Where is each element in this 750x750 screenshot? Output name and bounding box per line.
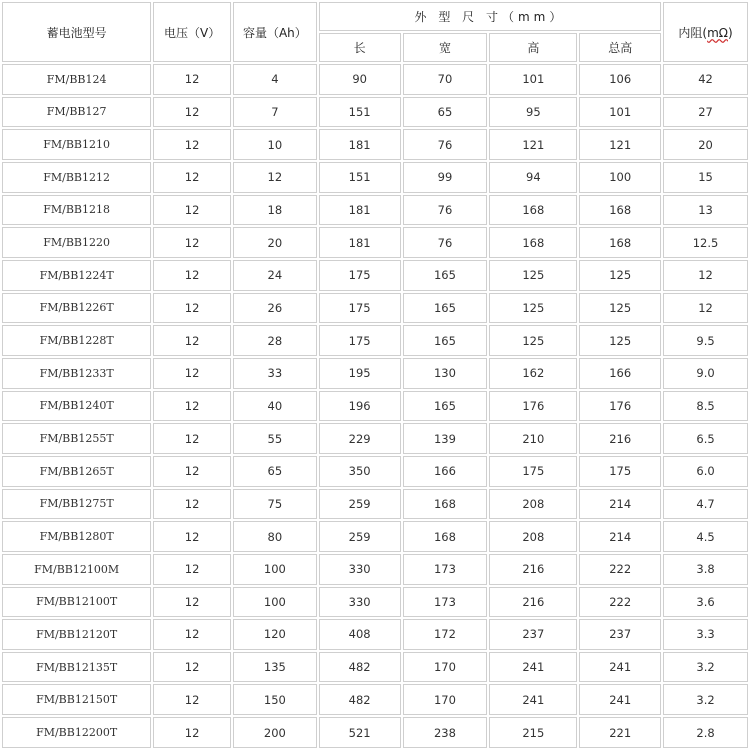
cell-voltage: 12 bbox=[153, 293, 231, 324]
cell-resistance: 6.0 bbox=[663, 456, 748, 487]
cell-model: FM/BB1255T bbox=[2, 423, 151, 454]
cell-voltage: 12 bbox=[153, 489, 231, 520]
cell-capacity: 75 bbox=[233, 489, 317, 520]
cell-width: 172 bbox=[403, 619, 488, 650]
table-row bbox=[2, 652, 748, 683]
cell-total-height: 106 bbox=[579, 64, 661, 95]
cell-length: 90 bbox=[319, 64, 401, 95]
cell-voltage: 12 bbox=[153, 619, 231, 650]
cell-voltage: 12 bbox=[153, 260, 231, 291]
cell-total-height: 175 bbox=[579, 456, 661, 487]
table-row bbox=[2, 521, 748, 552]
table-row bbox=[2, 97, 748, 128]
cell-voltage: 12 bbox=[153, 652, 231, 683]
cell-height: 101 bbox=[489, 64, 577, 95]
cell-length: 408 bbox=[319, 619, 401, 650]
cell-length: 259 bbox=[319, 521, 401, 552]
cell-height: 121 bbox=[489, 129, 577, 160]
cell-model: FM/BB1224T bbox=[2, 260, 151, 291]
cell-width: 76 bbox=[403, 195, 488, 226]
cell-capacity: 135 bbox=[233, 652, 317, 683]
cell-total-height: 101 bbox=[579, 97, 661, 128]
cell-resistance: 9.5 bbox=[663, 325, 748, 356]
cell-height: 215 bbox=[489, 717, 577, 748]
table-row bbox=[2, 293, 748, 324]
cell-model: FM/BB1210 bbox=[2, 129, 151, 160]
cell-width: 165 bbox=[403, 391, 488, 422]
cell-voltage: 12 bbox=[153, 456, 231, 487]
cell-height: 95 bbox=[489, 97, 577, 128]
cell-capacity: 100 bbox=[233, 587, 317, 618]
cell-model: FM/BB127 bbox=[2, 97, 151, 128]
table-row bbox=[2, 227, 748, 258]
cell-total-height: 121 bbox=[579, 129, 661, 160]
cell-total-height: 216 bbox=[579, 423, 661, 454]
cell-voltage: 12 bbox=[153, 554, 231, 585]
cell-height: 241 bbox=[489, 684, 577, 715]
cell-total-height: 100 bbox=[579, 162, 661, 193]
cell-model: FM/BB12150T bbox=[2, 684, 151, 715]
table-row bbox=[2, 423, 748, 454]
cell-total-height: 237 bbox=[579, 619, 661, 650]
cell-resistance: 12 bbox=[663, 260, 748, 291]
cell-height: 125 bbox=[489, 293, 577, 324]
cell-capacity: 20 bbox=[233, 227, 317, 258]
cell-total-height: 222 bbox=[579, 554, 661, 585]
cell-resistance: 6.5 bbox=[663, 423, 748, 454]
cell-capacity: 4 bbox=[233, 64, 317, 95]
cell-width: 168 bbox=[403, 521, 488, 552]
table-row bbox=[2, 391, 748, 422]
cell-width: 65 bbox=[403, 97, 488, 128]
table-row bbox=[2, 358, 748, 389]
cell-total-height: 125 bbox=[579, 325, 661, 356]
cell-capacity: 26 bbox=[233, 293, 317, 324]
header-length: 长 bbox=[319, 33, 401, 62]
cell-total-height: 125 bbox=[579, 260, 661, 291]
cell-model: FM/BB1228T bbox=[2, 325, 151, 356]
cell-width: 139 bbox=[403, 423, 488, 454]
cell-height: 162 bbox=[489, 358, 577, 389]
cell-model: FM/BB1226T bbox=[2, 293, 151, 324]
cell-width: 173 bbox=[403, 554, 488, 585]
cell-voltage: 12 bbox=[153, 717, 231, 748]
cell-width: 168 bbox=[403, 489, 488, 520]
cell-length: 521 bbox=[319, 717, 401, 748]
header-total-height: 总高 bbox=[579, 33, 661, 62]
cell-height: 241 bbox=[489, 652, 577, 683]
cell-length: 350 bbox=[319, 456, 401, 487]
cell-model: FM/BB12100T bbox=[2, 587, 151, 618]
cell-total-height: 241 bbox=[579, 684, 661, 715]
header-row-main bbox=[2, 2, 748, 31]
cell-total-height: 241 bbox=[579, 652, 661, 683]
cell-height: 216 bbox=[489, 587, 577, 618]
table-body bbox=[2, 64, 748, 748]
cell-width: 238 bbox=[403, 717, 488, 748]
table-row bbox=[2, 489, 748, 520]
header-resistance-prefix: 内阻( bbox=[678, 25, 708, 40]
cell-total-height: 176 bbox=[579, 391, 661, 422]
header-resistance-suffix: ) bbox=[727, 25, 733, 40]
cell-resistance: 3.8 bbox=[663, 554, 748, 585]
cell-capacity: 24 bbox=[233, 260, 317, 291]
cell-length: 330 bbox=[319, 587, 401, 618]
table-row bbox=[2, 619, 748, 650]
cell-resistance: 12.5 bbox=[663, 227, 748, 258]
cell-capacity: 18 bbox=[233, 195, 317, 226]
cell-model: FM/BB1218 bbox=[2, 195, 151, 226]
cell-width: 70 bbox=[403, 64, 488, 95]
cell-model: FM/BB1212 bbox=[2, 162, 151, 193]
cell-total-height: 125 bbox=[579, 293, 661, 324]
cell-length: 196 bbox=[319, 391, 401, 422]
cell-capacity: 10 bbox=[233, 129, 317, 160]
cell-length: 181 bbox=[319, 227, 401, 258]
cell-voltage: 12 bbox=[153, 162, 231, 193]
cell-capacity: 7 bbox=[233, 97, 317, 128]
cell-height: 216 bbox=[489, 554, 577, 585]
cell-height: 168 bbox=[489, 227, 577, 258]
cell-resistance: 9.0 bbox=[663, 358, 748, 389]
cell-height: 208 bbox=[489, 521, 577, 552]
cell-model: FM/BB1280T bbox=[2, 521, 151, 552]
table-row bbox=[2, 195, 748, 226]
cell-total-height: 214 bbox=[579, 521, 661, 552]
cell-model: FM/BB1220 bbox=[2, 227, 151, 258]
cell-resistance: 3.6 bbox=[663, 587, 748, 618]
cell-voltage: 12 bbox=[153, 358, 231, 389]
cell-model: FM/BB1275T bbox=[2, 489, 151, 520]
cell-resistance: 13 bbox=[663, 195, 748, 226]
cell-model: FM/BB1240T bbox=[2, 391, 151, 422]
table-row bbox=[2, 260, 748, 291]
cell-height: 208 bbox=[489, 489, 577, 520]
cell-length: 175 bbox=[319, 293, 401, 324]
cell-model: FM/BB12135T bbox=[2, 652, 151, 683]
cell-model: FM/BB12200T bbox=[2, 717, 151, 748]
cell-width: 165 bbox=[403, 325, 488, 356]
header-width: 宽 bbox=[403, 33, 488, 62]
table-row bbox=[2, 162, 748, 193]
table-row bbox=[2, 684, 748, 715]
cell-voltage: 12 bbox=[153, 391, 231, 422]
cell-length: 181 bbox=[319, 195, 401, 226]
cell-length: 330 bbox=[319, 554, 401, 585]
cell-resistance: 3.2 bbox=[663, 684, 748, 715]
cell-model: FM/BB1265T bbox=[2, 456, 151, 487]
table-row bbox=[2, 129, 748, 160]
table-row bbox=[2, 587, 748, 618]
cell-height: 176 bbox=[489, 391, 577, 422]
header-resistance-unit: mΩ bbox=[707, 25, 728, 40]
cell-capacity: 28 bbox=[233, 325, 317, 356]
cell-width: 166 bbox=[403, 456, 488, 487]
cell-capacity: 100 bbox=[233, 554, 317, 585]
cell-total-height: 168 bbox=[579, 227, 661, 258]
cell-resistance: 4.5 bbox=[663, 521, 748, 552]
cell-length: 151 bbox=[319, 97, 401, 128]
cell-resistance: 2.8 bbox=[663, 717, 748, 748]
cell-resistance: 27 bbox=[663, 97, 748, 128]
table-row bbox=[2, 717, 748, 748]
header-dimensions: 外 型 尺 寸（mm） bbox=[319, 2, 661, 31]
cell-width: 165 bbox=[403, 293, 488, 324]
cell-voltage: 12 bbox=[153, 521, 231, 552]
cell-width: 165 bbox=[403, 260, 488, 291]
cell-resistance: 3.2 bbox=[663, 652, 748, 683]
cell-length: 229 bbox=[319, 423, 401, 454]
cell-width: 173 bbox=[403, 587, 488, 618]
cell-voltage: 12 bbox=[153, 64, 231, 95]
cell-total-height: 221 bbox=[579, 717, 661, 748]
cell-length: 175 bbox=[319, 325, 401, 356]
cell-height: 175 bbox=[489, 456, 577, 487]
cell-model: FM/BB12120T bbox=[2, 619, 151, 650]
cell-width: 76 bbox=[403, 129, 488, 160]
cell-width: 76 bbox=[403, 227, 488, 258]
cell-height: 94 bbox=[489, 162, 577, 193]
cell-voltage: 12 bbox=[153, 129, 231, 160]
cell-capacity: 120 bbox=[233, 619, 317, 650]
cell-length: 181 bbox=[319, 129, 401, 160]
cell-voltage: 12 bbox=[153, 227, 231, 258]
cell-capacity: 12 bbox=[233, 162, 317, 193]
cell-capacity: 150 bbox=[233, 684, 317, 715]
cell-length: 151 bbox=[319, 162, 401, 193]
cell-voltage: 12 bbox=[153, 587, 231, 618]
cell-voltage: 12 bbox=[153, 684, 231, 715]
cell-resistance: 20 bbox=[663, 129, 748, 160]
cell-length: 195 bbox=[319, 358, 401, 389]
cell-capacity: 40 bbox=[233, 391, 317, 422]
cell-height: 237 bbox=[489, 619, 577, 650]
cell-model: FM/BB124 bbox=[2, 64, 151, 95]
header-model: 蓄电池型号 bbox=[2, 2, 151, 62]
cell-width: 170 bbox=[403, 684, 488, 715]
cell-total-height: 214 bbox=[579, 489, 661, 520]
cell-voltage: 12 bbox=[153, 423, 231, 454]
cell-model: FM/BB12100M bbox=[2, 554, 151, 585]
cell-length: 259 bbox=[319, 489, 401, 520]
cell-resistance: 42 bbox=[663, 64, 748, 95]
header-resistance bbox=[663, 2, 748, 62]
cell-capacity: 55 bbox=[233, 423, 317, 454]
cell-length: 175 bbox=[319, 260, 401, 291]
cell-width: 99 bbox=[403, 162, 488, 193]
table-row bbox=[2, 325, 748, 356]
cell-resistance: 3.3 bbox=[663, 619, 748, 650]
cell-resistance: 4.7 bbox=[663, 489, 748, 520]
header-voltage: 电压（V） bbox=[153, 2, 231, 62]
cell-capacity: 200 bbox=[233, 717, 317, 748]
cell-width: 130 bbox=[403, 358, 488, 389]
cell-total-height: 168 bbox=[579, 195, 661, 226]
cell-height: 210 bbox=[489, 423, 577, 454]
cell-height: 168 bbox=[489, 195, 577, 226]
cell-voltage: 12 bbox=[153, 97, 231, 128]
cell-height: 125 bbox=[489, 325, 577, 356]
cell-capacity: 65 bbox=[233, 456, 317, 487]
cell-length: 482 bbox=[319, 652, 401, 683]
cell-total-height: 222 bbox=[579, 587, 661, 618]
cell-total-height: 166 bbox=[579, 358, 661, 389]
cell-resistance: 8.5 bbox=[663, 391, 748, 422]
cell-length: 482 bbox=[319, 684, 401, 715]
cell-height: 125 bbox=[489, 260, 577, 291]
table-row bbox=[2, 64, 748, 95]
header-capacity: 容量（Ah） bbox=[233, 2, 317, 62]
header-height: 高 bbox=[489, 33, 577, 62]
cell-voltage: 12 bbox=[153, 325, 231, 356]
cell-capacity: 33 bbox=[233, 358, 317, 389]
cell-resistance: 15 bbox=[663, 162, 748, 193]
table-row bbox=[2, 554, 748, 585]
cell-width: 170 bbox=[403, 652, 488, 683]
cell-resistance: 12 bbox=[663, 293, 748, 324]
cell-voltage: 12 bbox=[153, 195, 231, 226]
cell-capacity: 80 bbox=[233, 521, 317, 552]
cell-model: FM/BB1233T bbox=[2, 358, 151, 389]
table-row bbox=[2, 456, 748, 487]
